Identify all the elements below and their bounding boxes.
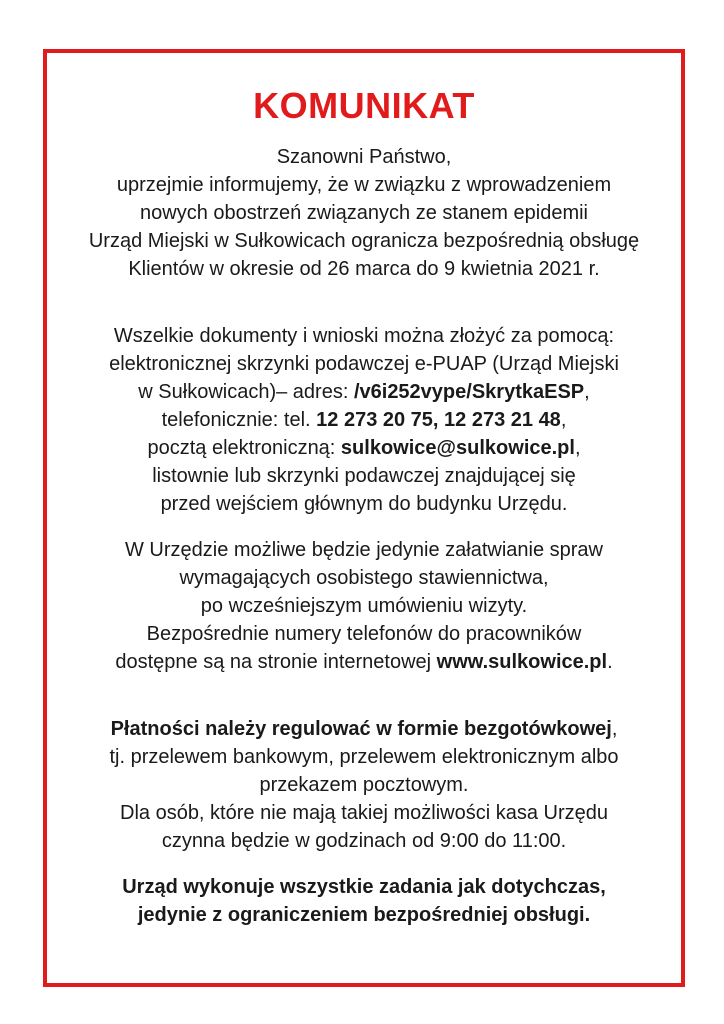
text-line: Urząd wykonuje wszystkie zadania jak dotychczas, — [122, 876, 606, 899]
text-line: dostępne są na stronie internetowej www.sulkowice.pl. — [115, 651, 613, 674]
text-line: Płatności należy regulować w formie bezgotówkowej, — [110, 718, 618, 741]
text-line: po wcześniejszym umówieniu wizyty. — [200, 595, 528, 618]
text-line: Urząd Miejski w Sułkowicach ogranicza bezpośrednią obsługę — [88, 230, 640, 253]
paragraph — [53, 715, 675, 855]
text-line: jedynie z ograniczeniem bezpośredniej obsługi. — [137, 904, 591, 927]
text-line: uprzejmie informujemy, że w związku z wprowadzeniem — [116, 174, 612, 197]
paragraph — [53, 536, 675, 676]
text-line: wymagających osobistego stawiennictwa, — [179, 567, 549, 590]
paragraph — [53, 873, 675, 929]
paragraph — [53, 322, 675, 518]
text-line: telefonicznie: tel. 12 273 20 75, 12 273 21 48, — [161, 409, 567, 432]
text-line: Dla osób, które nie mają takiej możliwości kasa Urzędu — [120, 802, 608, 825]
text-line: pocztą elektroniczną: sulkowice@sulkowice.pl, — [147, 437, 581, 460]
text-line: nowych obostrzeń związanych ze stanem epidemii — [140, 202, 588, 225]
text-line: w Sułkowicach)– adres: /v6i252vype/SkrytkaESP, — [138, 381, 590, 404]
text-line: Klientów w okresie od 26 marca do 9 kwietnia 2021 r. — [128, 258, 600, 281]
text-line: tj. przelewem bankowym, przelewem elektronicznym albo — [109, 746, 619, 769]
paragraph — [53, 143, 675, 283]
text-line: Szanowni Państwo, — [276, 146, 452, 169]
red-border-frame — [43, 49, 685, 987]
text-line: elektronicznej skrzynki podawczej e-PUAP (Urząd Miejski — [109, 353, 619, 376]
text-line: Bezpośrednie numery telefonów do pracowników — [146, 623, 582, 646]
announcement-title: KOMUNIKAT — [253, 85, 475, 126]
text-line: Wszelkie dokumenty i wnioski można złożyć za pomocą: — [113, 325, 615, 348]
text-line: przekazem pocztowym. — [259, 774, 469, 797]
text-line: W Urzędzie możliwe będzie jedynie załatwianie spraw — [125, 539, 603, 562]
announcement-body — [53, 143, 675, 929]
text-line: listownie lub skrzynki podawczej znajdującej się — [152, 465, 576, 488]
text-line: czynna będzie w godzinach od 9:00 do 11:00. — [161, 830, 567, 853]
text-line: przed wejściem głównym do budynku Urzędu. — [160, 493, 568, 516]
